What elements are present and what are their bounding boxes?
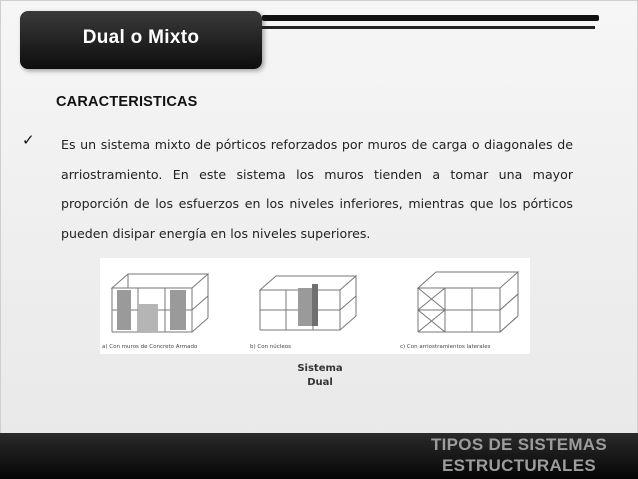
figure-label-c: c) Con arriostramientos laterales	[400, 344, 491, 350]
header-rule-thin	[262, 26, 595, 29]
figure-label-b: b) Con núcleos	[250, 344, 291, 350]
footer-line1: TIPOS DE SISTEMAS	[430, 435, 608, 454]
caption-line2: Dual	[307, 377, 333, 388]
slide-title: Dual o Mixto	[82, 27, 200, 48]
footer-line2: ESTRUCTURALES	[441, 456, 597, 475]
bullet-text: Es un sistema mixto de pórticos reforzados por muros de carga o diagonales de arriostramiento. En este sistema los muros tienden a tomar una mayor proporción de los esfuerzos en los niveles inferiores, mientras que los pórticos pueden disipar energía en los niveles superiores.	[61, 137, 573, 241]
title-box	[20, 11, 262, 69]
frame-with-bracing	[418, 272, 518, 332]
structural-figure	[100, 258, 530, 354]
footer-title	[424, 434, 614, 476]
caption-line1: Sistema	[297, 363, 343, 374]
figure-label-a: a) Con muros de Concreto Armado	[102, 344, 198, 350]
section-heading: CARACTERISTICAS	[56, 94, 198, 110]
figure-caption	[270, 362, 370, 390]
header-rule	[262, 15, 599, 21]
checkmark-icon: ✓	[22, 131, 35, 149]
frames-illustration	[100, 258, 530, 354]
